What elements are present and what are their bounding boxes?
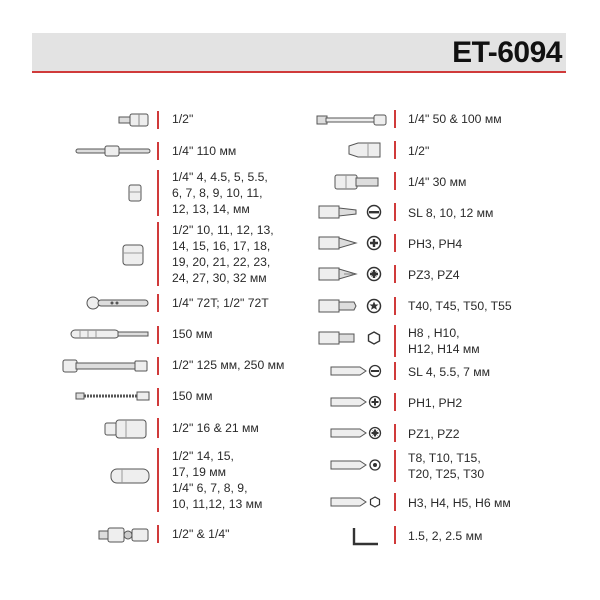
item-label: 1/2" 10, 11, 12, 13, 14, 15, 16, 17, 18, 19, 20, 21, 22, 23, 24, 27, 30, 32 мм — [172, 223, 274, 285]
item-label: PH1, PH2 — [408, 396, 463, 410]
separator-bar — [394, 203, 396, 221]
extension-bar-icon — [62, 358, 150, 374]
small-socket-icon — [128, 184, 142, 202]
separator-bar — [157, 170, 159, 216]
separator-bar — [394, 297, 396, 315]
separator-bar — [157, 418, 159, 438]
separator-bar — [157, 142, 159, 160]
t-bar-handle-icon — [75, 144, 151, 158]
separator-bar — [394, 234, 396, 252]
pozidriv-bit-icon — [318, 266, 382, 282]
large-socket-icon — [122, 244, 144, 266]
separator-bar — [394, 526, 396, 544]
hex-short-bit-icon — [330, 495, 382, 509]
separator-bar — [394, 325, 396, 357]
item-label: PH3, PH4 — [408, 237, 463, 251]
pozidriv-short-bit-icon — [330, 426, 382, 440]
separator-bar — [157, 448, 159, 512]
item-label: 1/4" 30 мм — [408, 175, 467, 189]
item-label: 1/4" 72T; 1/2" 72T — [172, 296, 269, 310]
item-label: 1/2" 16 & 21 мм — [172, 421, 259, 435]
item-label: 1/4" 50 & 100 мм — [408, 112, 502, 126]
universal-joint-icon — [98, 526, 150, 544]
model-number: ET-6094 — [452, 36, 562, 69]
ratchet-icon — [84, 296, 150, 310]
deep-socket-icon — [110, 466, 150, 486]
item-label: H8 , H10, H12, H14 мм — [408, 326, 480, 356]
torx-short-bit-icon — [330, 458, 382, 472]
bit-extension-icon — [316, 113, 388, 127]
separator-bar — [157, 111, 159, 129]
screwdriver-handle-icon — [70, 327, 150, 341]
separator-bar — [157, 388, 159, 406]
slotted-bit-icon — [318, 204, 382, 220]
item-label: 150 мм — [172, 389, 213, 403]
item-label: 1.5, 2, 2.5 мм — [408, 529, 483, 543]
item-label: 150 мм — [172, 327, 213, 341]
item-label: 1/2" & 1/4" — [172, 527, 230, 541]
separator-bar — [394, 362, 396, 380]
separator-bar — [394, 141, 396, 159]
separator-bar — [394, 265, 396, 283]
separator-bar — [157, 222, 159, 286]
phillips-short-bit-icon — [330, 395, 382, 409]
separator-bar — [394, 393, 396, 411]
separator-bar — [394, 493, 396, 511]
item-label: 1/2" 14, 15, 17, 19 мм 1/4" 6, 7, 8, 9, 10, 11,12, 13 мм — [172, 449, 263, 511]
flexible-extension-icon — [75, 391, 151, 401]
item-label: 1/2" — [172, 112, 194, 126]
bit-holder-socket-icon — [348, 141, 382, 159]
item-label: PZ1, PZ2 — [408, 427, 460, 441]
item-label: T8, T10, T15, T20, T25, T30 — [408, 451, 485, 481]
item-label: T40, T45, T50, T55 — [408, 299, 512, 313]
item-label: H3, H4, H5, H6 мм — [408, 496, 511, 510]
separator-bar — [394, 110, 396, 128]
item-label: 1/2" — [408, 144, 430, 158]
separator-bar — [157, 326, 159, 344]
slotted-short-bit-icon — [330, 364, 382, 378]
hex-key-icon — [352, 526, 380, 548]
item-label: 1/2" 125 мм, 250 мм — [172, 358, 285, 372]
phillips-bit-icon — [318, 235, 382, 251]
separator-bar — [157, 294, 159, 312]
item-label: 1/4" 4, 4.5, 5, 5.5, 6, 7, 8, 9, 10, 11, 12, 13, 14, мм — [172, 170, 268, 216]
item-label: SL 4, 5.5, 7 мм — [408, 365, 491, 379]
spark-plug-socket-icon — [104, 418, 148, 440]
hex-bit-icon — [318, 330, 382, 346]
item-label: SL 8, 10, 12 мм — [408, 206, 494, 220]
item-label: PZ3, PZ4 — [408, 268, 460, 282]
separator-bar — [157, 357, 159, 375]
separator-bar — [394, 450, 396, 482]
separator-bar — [394, 424, 396, 442]
bit-adapter-icon — [334, 173, 380, 191]
torx-bit-icon — [318, 298, 382, 314]
separator-bar — [157, 525, 159, 543]
item-label: 1/4" 110 мм — [172, 144, 237, 158]
separator-bar — [394, 172, 396, 190]
square-drive-adapter-icon — [118, 113, 150, 127]
